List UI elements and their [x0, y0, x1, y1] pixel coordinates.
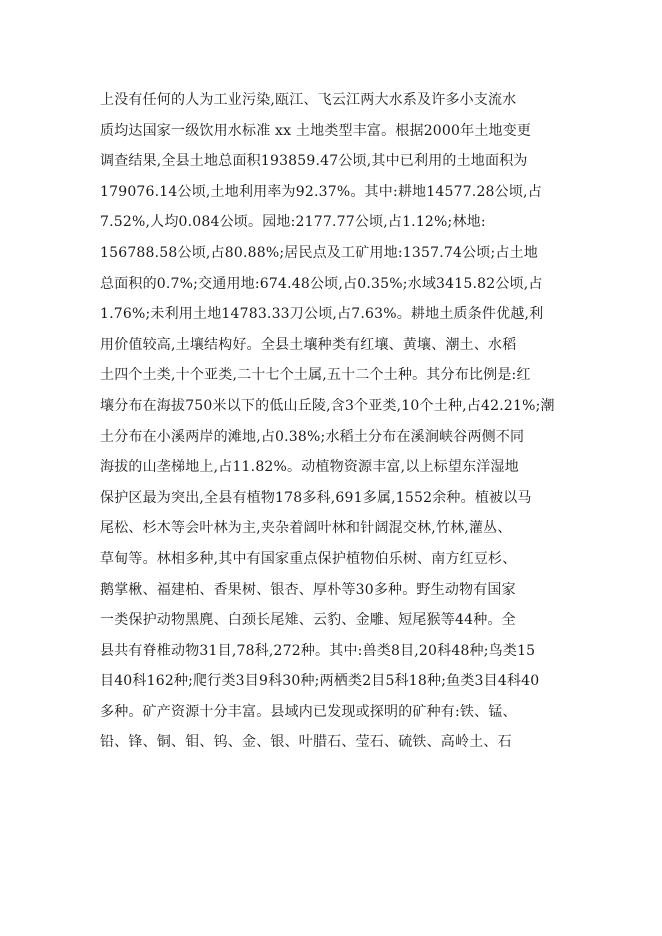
text-line: 调查结果,全县土地总面积193859.47公顷,其中已利用的土地面积为 — [100, 153, 528, 170]
text-line: 铅、锋、铜、钼、钨、金、银、叶腊石、莹石、硫铁、高岭土、石 — [100, 734, 512, 751]
text-line: 壤分布在海拔750米以下的低山丘陵,含3个亚类,10个土种,占42.21%;潮 — [100, 397, 555, 414]
text-line: 179076.14公顷,土地利用率为92.37%。其中:耕地14577.28公顷,占 — [100, 183, 542, 200]
text-line: 土四个土类,十个亚类,二十七个土属,五十二个土种。其分布比例是:红 — [100, 367, 531, 384]
text-line: 草甸等。林相多种,其中有国家重点保护植物伯乐树、南方红豆杉、 — [100, 550, 517, 567]
text-line: 上没有任何的人为工业污染,瓯江、飞云江两大水系及许多小支流水 — [100, 92, 517, 108]
text-line: 尾松、杉木等会叶林为主,夹杂着阔叶林和针阔混交林,竹林,灌丛、 — [100, 520, 512, 537]
text-line: 质均达国家一级饮用水标准 xx 土地类型丰富。根据2000年土地变更 — [100, 122, 532, 139]
text-line: 海拔的山垄梯地上,占11.82%。动植物资源丰富,以上标望东洋湿地 — [100, 459, 519, 476]
text-line: 多种。矿产资源十分丰富。县域内已发现或探明的矿种有:铁、锰、 — [100, 703, 517, 720]
text-line: 1.76%;未利用土地14783.33刀公顷,占7.63%。耕地土质条件优越,利 — [100, 306, 544, 323]
text-line: 用价值较高,土壤结构好。全县土壤种类有红壤、黄壤、潮土、水稻 — [100, 336, 517, 353]
text-line: 总面积的0.7%;交通用地:674.48公顷,占0.35%;水域3415.82公顷,占 — [100, 275, 543, 292]
text-line: 目40科162种;爬行类3目9科30种;两栖类2目5科18种;鱼类3目4科40 — [100, 673, 540, 690]
text-line: 一类保护动物黑麂、白颈长尾雉、云豹、金雕、短尾猴等44种。全 — [100, 612, 516, 629]
text-line: 县共有脊椎动物31目,78科,272种。其中:兽类8目,20科48种;鸟类15 — [100, 642, 536, 659]
text-line: 土分布在小溪两岸的滩地,占0.38%;水稻土分布在溪涧峡谷两侧不同 — [100, 428, 525, 445]
text-line: 7.52%,人均0.084公顷。园地:2177.77公顷,占1.12%;林地: — [100, 214, 486, 231]
text-line: 鹅掌楸、福建柏、香果树、银杏、厚朴等30多种。野生动物有国家 — [100, 581, 516, 598]
body-text — [100, 85, 570, 758]
text-line: 156788.58公顷,占80.88%;居民点及工矿用地:1357.74公顷;占土地 — [100, 244, 538, 261]
text-line: 保护区最为突出,全县有植物178多科,691多属,1552余种。植被以马 — [100, 489, 532, 506]
